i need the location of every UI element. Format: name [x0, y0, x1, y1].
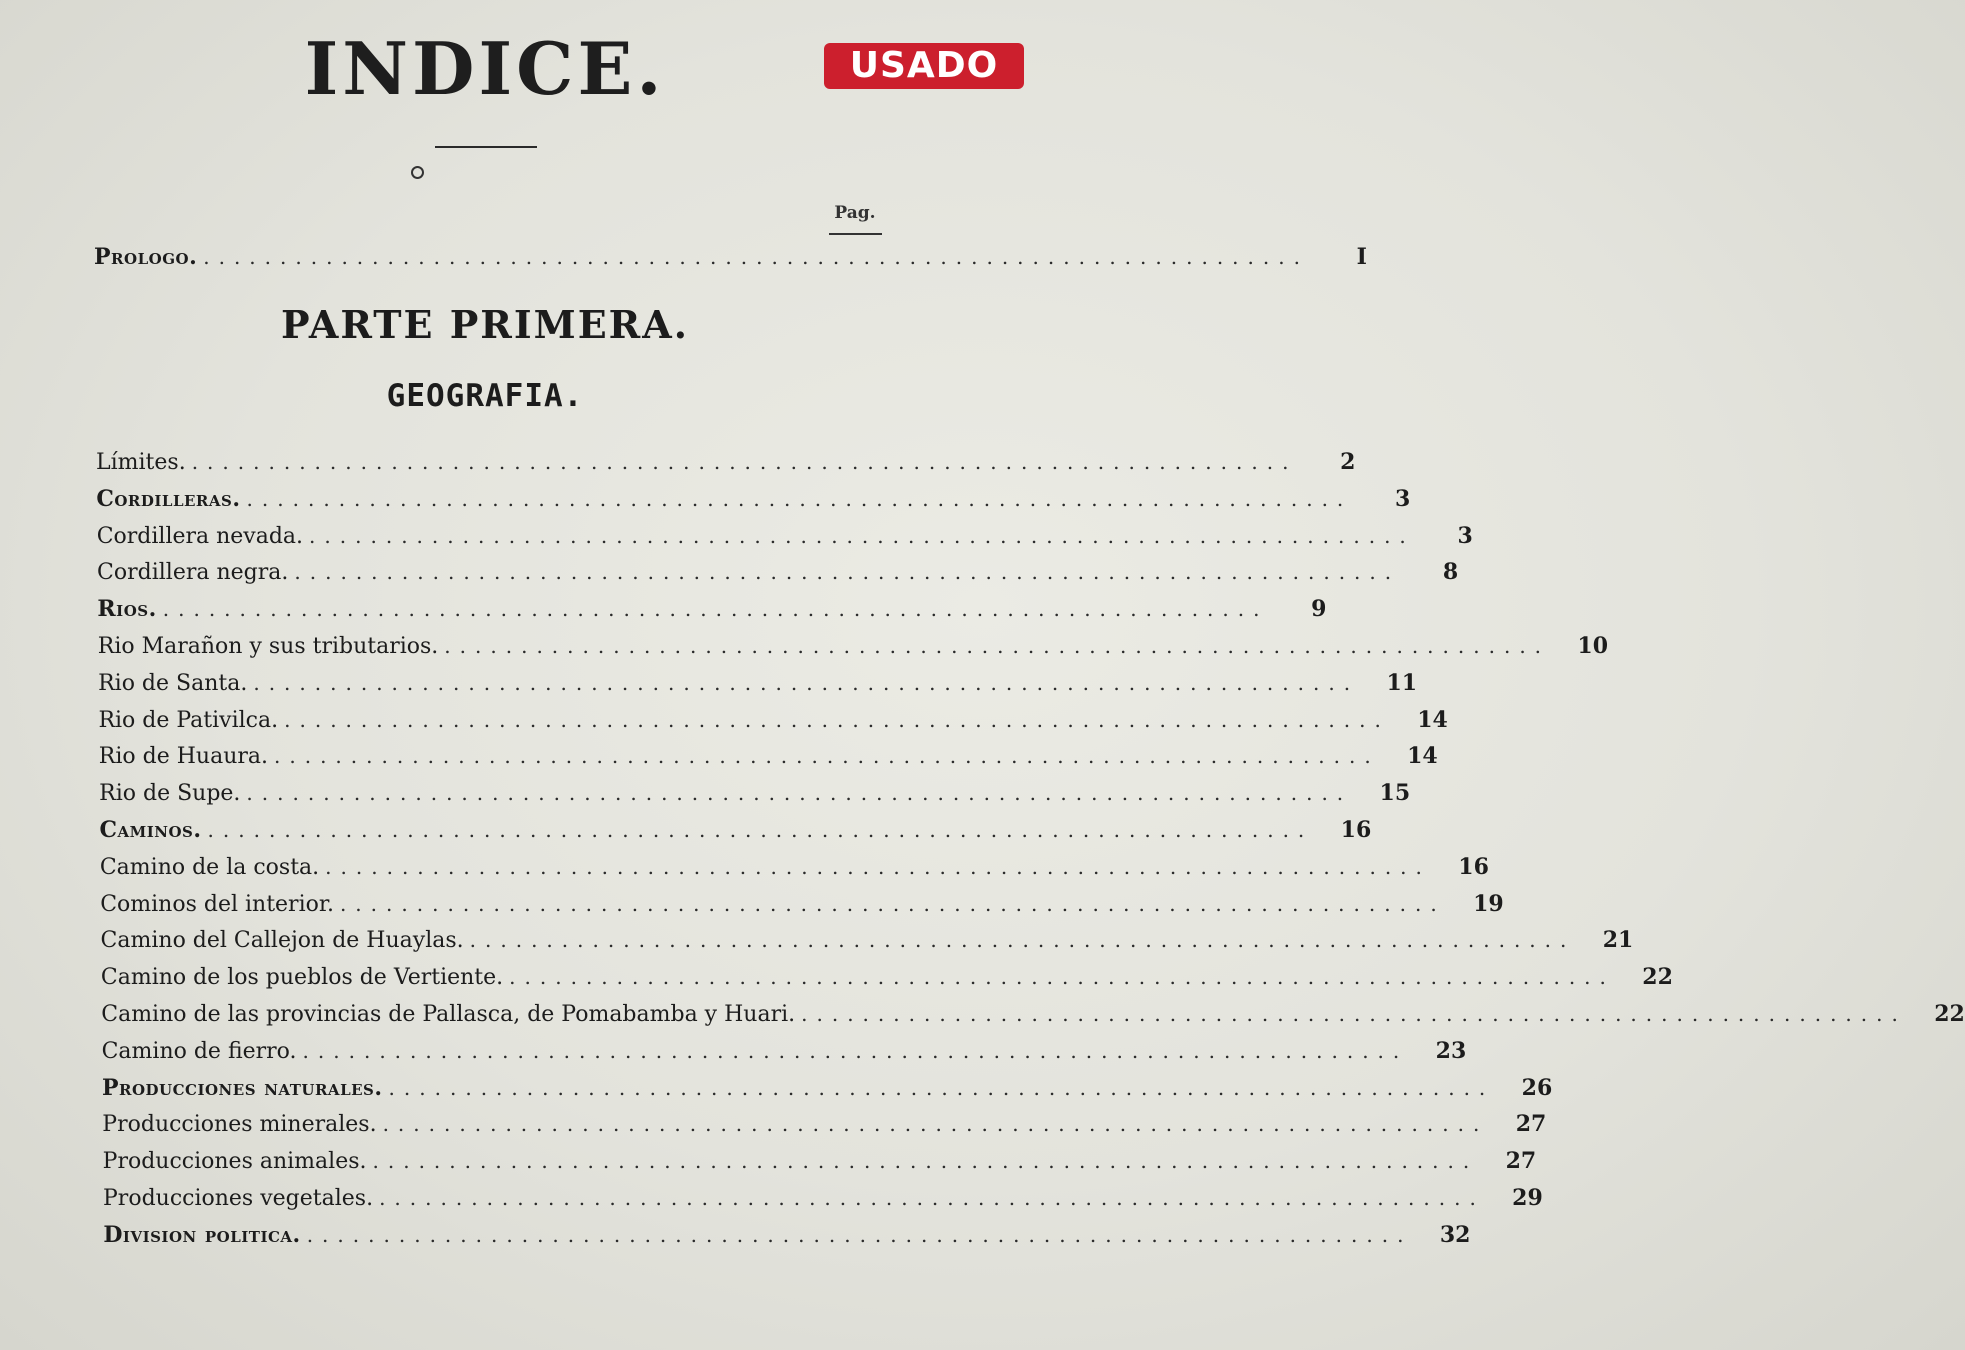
- toc-row: [101, 1074, 1553, 1105]
- leader-dots: ........................................................................: [162, 597, 1269, 622]
- leader-dots: ........................................................................: [253, 670, 1360, 695]
- toc-row: [101, 1037, 1467, 1068]
- leader-dots: ........................................................................: [302, 1038, 1409, 1063]
- toc-entry-label: Producciones vegetales.: [103, 1186, 374, 1211]
- leader-dots: ........................................................................: [294, 560, 1401, 585]
- toc-entry-page: 19: [1473, 890, 1504, 917]
- leader-dots: ........................................................................: [246, 781, 1353, 806]
- page-column-label: Pag.: [834, 203, 876, 223]
- toc-row: [98, 669, 1418, 700]
- toc-entry-label: Camino del Callejon de Huaylas.: [100, 928, 464, 954]
- toc-entry-label: Camino de los pueblos de Vertiente.: [100, 965, 504, 991]
- toc-row: [102, 1111, 1547, 1141]
- leader-dots: ........................................................................: [284, 707, 1390, 732]
- leader-dots: ........................................................................: [382, 1112, 1489, 1137]
- toc-row: [100, 890, 1504, 921]
- toc-row: [99, 817, 1372, 847]
- toc-row: [96, 485, 1411, 516]
- toc-entry-label: Prologo.: [94, 244, 198, 270]
- leader-dots: ........................................................................: [469, 928, 1576, 953]
- toc-row: [99, 853, 1489, 884]
- toc-entry-page: 27: [1515, 1111, 1547, 1138]
- toc-entry-label: Cominos del interior.: [100, 891, 334, 917]
- ornament-icon: [411, 166, 424, 179]
- toc-entry-label: Rio de Supe.: [99, 781, 241, 807]
- toc-row: [97, 596, 1327, 626]
- toc-row: [103, 1221, 1471, 1252]
- toc-entry-label: Cordillera negra.: [97, 560, 289, 586]
- toc-entry-page: 22: [1642, 964, 1673, 991]
- toc-entry-label: Rio de Pativilca.: [98, 707, 279, 733]
- toc-entry-page: 26: [1521, 1074, 1553, 1101]
- section-subtitle: GEOGRAFIA.: [386, 378, 584, 414]
- leader-dots: ........................................................................: [379, 1186, 1485, 1210]
- toc-row: [98, 706, 1448, 737]
- toc-row: [96, 522, 1473, 553]
- leader-dots: ........................................................................: [203, 245, 1309, 269]
- leader-dots: ........................................................................: [801, 1002, 1907, 1026]
- leader-dots: ........................................................................: [246, 486, 1353, 511]
- page-title: INDICE.: [304, 26, 666, 111]
- page-column-underline: [829, 233, 882, 235]
- toc-row: [97, 633, 1609, 663]
- toc-row: [100, 964, 1673, 994]
- toc-entry-page: 32: [1439, 1221, 1471, 1248]
- toc-entry-page: 2: [1340, 449, 1356, 475]
- toc-entry-label: Producciones naturales.: [101, 1074, 383, 1101]
- toc-entry-label: Rio de Santa.: [98, 670, 248, 696]
- toc-entry-page: 14: [1417, 706, 1448, 733]
- toc-entry-page: 8: [1442, 559, 1459, 586]
- toc-entry-page: 10: [1577, 633, 1609, 659]
- toc-entry-label: Rio de Huaura.: [98, 744, 268, 770]
- toc-row: [102, 1148, 1537, 1178]
- toc-entry-page: 16: [1458, 853, 1489, 880]
- toc-row: [100, 927, 1634, 957]
- toc-entry-page: 27: [1505, 1148, 1537, 1175]
- toc-entry-label: Caminos.: [99, 817, 202, 843]
- leader-dots: ........................................................................: [309, 523, 1415, 548]
- leader-dots: ........................................................................: [207, 818, 1314, 842]
- used-badge: USADO: [824, 43, 1024, 89]
- toc-row: [103, 1185, 1543, 1215]
- leader-dots: ........................................................................: [191, 450, 1298, 474]
- toc-entry-page: 14: [1407, 743, 1438, 770]
- leader-dots: ........................................................................: [509, 965, 1615, 990]
- leader-dots: ........................................................................: [388, 1075, 1495, 1100]
- toc-entry-page: 9: [1311, 596, 1327, 623]
- toc-entry-label: Rio Marañon y sus tributarios.: [97, 634, 439, 659]
- toc-entry-page: 11: [1386, 669, 1418, 696]
- toc-entry-page: 3: [1394, 485, 1411, 512]
- toc-entry-page: 22: [1934, 1001, 1965, 1027]
- toc-entry-page: 23: [1435, 1037, 1467, 1064]
- leader-dots: ........................................................................: [372, 1149, 1479, 1174]
- toc-entry-label: Rios.: [97, 596, 157, 623]
- part-title: PARTE PRIMERA.: [281, 302, 689, 347]
- toc-row: [96, 449, 1356, 479]
- leader-dots: ........................................................................: [274, 744, 1380, 769]
- leader-dots: ........................................................................: [339, 891, 1446, 916]
- toc-entry-label: Cordilleras.: [96, 485, 241, 512]
- toc-entry-label: Camino de las provincias de Pallasca, de Pomabamba y Huari.: [101, 1002, 796, 1027]
- toc-row: [101, 1001, 1965, 1031]
- toc-entry-label: Cordillera nevada.: [96, 523, 304, 549]
- toc-row: [98, 743, 1438, 773]
- toc-entry-page: 3: [1457, 522, 1473, 549]
- leader-dots: ........................................................................: [306, 1222, 1413, 1247]
- toc-entry-label: Producciones minerales.: [102, 1112, 377, 1138]
- toc-entry-label: Camino de fierro.: [101, 1038, 297, 1064]
- toc-entry-page: 15: [1379, 780, 1411, 807]
- toc-entry-page: 21: [1602, 927, 1634, 954]
- toc-entry-page: 16: [1340, 817, 1372, 843]
- toc-entry-label: Division politica.: [103, 1221, 301, 1248]
- toc-row: [97, 559, 1459, 589]
- toc-entry-page: I: [1356, 244, 1367, 270]
- toc-entry-label: Límites.: [96, 450, 186, 475]
- leader-dots: ........................................................................: [444, 634, 1551, 658]
- toc-entry-label: Camino de la costa.: [99, 854, 320, 880]
- toc-row-prologue: [94, 244, 1367, 274]
- leader-dots: ........................................................................: [325, 854, 1431, 879]
- title-divider: [435, 146, 537, 148]
- toc-entry-page: 29: [1512, 1185, 1543, 1211]
- toc-row: [99, 780, 1411, 810]
- toc-entry-label: Producciones animales.: [102, 1149, 367, 1175]
